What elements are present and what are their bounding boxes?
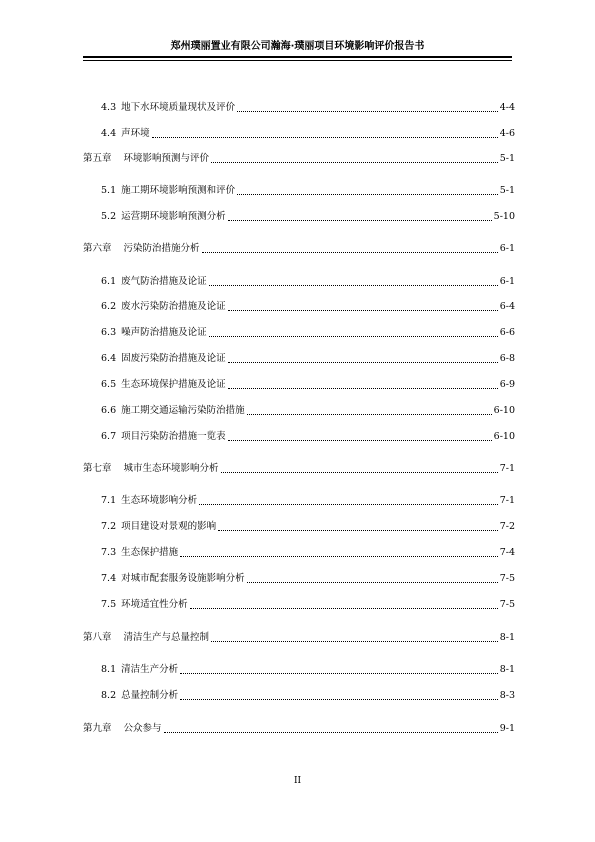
toc-entry-title: 生态环境影响分析 [121, 495, 198, 506]
toc-entry-title: 噪声防治措施及论证 [121, 327, 207, 338]
toc-leader-dots [228, 362, 498, 363]
toc-entry-page: 6-1 [499, 243, 515, 254]
toc-leader-dots [199, 504, 498, 505]
toc-entry-title: 项目污染防治措施一览表 [121, 431, 226, 442]
page-header: 郑州璞丽置业有限公司瀚海·璞丽项目环境影响评价报告书 [170, 41, 425, 52]
toc-entry-page: 9-1 [499, 723, 515, 734]
toc-entry-page: 6-10 [493, 431, 515, 442]
toc-leader-dots [152, 137, 498, 138]
toc-leader-dots [221, 472, 498, 473]
toc-entry-number: 6.2 [101, 301, 117, 312]
toc-leader-dots [228, 388, 498, 389]
toc-entry-number: 6.3 [101, 327, 117, 338]
toc-entry-page: 5-1 [499, 185, 515, 196]
toc-entry-number: 第七章 [83, 463, 112, 474]
toc-entry-page: 7-2 [499, 521, 515, 532]
toc-section-entry[interactable] [0, 430, 515, 444]
toc-section-entry[interactable] [0, 689, 515, 703]
toc-entry-title: 生态环境保护措施及论证 [121, 379, 226, 390]
toc-entry-title: 固废污染防治措施及论证 [121, 353, 226, 364]
toc-entry-number: 7.5 [101, 599, 117, 610]
toc-entry-number: 6.5 [101, 379, 117, 390]
toc-entry-title: 总量控制分析 [121, 690, 179, 701]
toc-entry-page: 6-1 [499, 276, 515, 287]
toc-entry-page: 7-4 [499, 547, 515, 558]
toc-chapter-entry[interactable] [0, 631, 515, 645]
toc-entry-title: 项目建设对景观的影响 [121, 521, 217, 532]
toc-leader-dots [237, 194, 498, 195]
toc-leader-dots [228, 440, 492, 441]
toc-section-entry[interactable] [0, 275, 515, 289]
toc-entry-title: 对城市配套服务设施影响分析 [121, 573, 245, 584]
toc-entry-number: 第五章 [83, 153, 112, 164]
toc-entry-title: 城市生态环境影响分析 [123, 463, 219, 474]
toc-leader-dots [211, 162, 498, 163]
toc-section-entry[interactable] [0, 520, 515, 534]
toc-entry-number: 8.1 [101, 664, 117, 675]
toc-section-entry[interactable] [0, 352, 515, 366]
toc-section-entry[interactable] [0, 300, 515, 314]
toc-entry-title: 施工期交通运输污染防治措施 [121, 405, 245, 416]
toc-entry-page: 7-5 [499, 599, 515, 610]
toc-entry-title: 废气防治措施及论证 [121, 276, 207, 287]
toc-section-entry[interactable] [0, 572, 515, 586]
toc-entry-page: 7-1 [499, 463, 515, 474]
toc-entry-title: 环境影响预测与评价 [123, 153, 210, 164]
toc-entry-number: 8.2 [101, 690, 117, 701]
toc-section-entry[interactable] [0, 101, 515, 115]
toc-entry-page: 8-1 [499, 664, 515, 675]
toc-entry-number: 第九章 [83, 723, 112, 734]
toc-leader-dots [180, 556, 498, 557]
toc-entry-page: 8-1 [499, 632, 515, 643]
toc-leader-dots [211, 641, 498, 642]
toc-entry-number: 6.4 [101, 353, 117, 364]
toc-leader-dots [247, 582, 498, 583]
toc-entry-title: 施工期环境影响预测和评价 [121, 185, 236, 196]
toc-section-entry[interactable] [0, 127, 515, 141]
toc-entry-number: 5.1 [101, 185, 117, 196]
toc-entry-page: 6-10 [493, 405, 515, 416]
toc-leader-dots [237, 111, 498, 112]
toc-entry-number: 4.3 [101, 102, 117, 113]
toc-entry-number: 6.1 [101, 276, 117, 287]
toc-entry-title: 运营期环境影响预测分析 [121, 211, 226, 222]
toc-section-entry[interactable] [0, 404, 515, 418]
toc-leader-dots [180, 699, 498, 700]
toc-entry-number: 7.4 [101, 573, 117, 584]
toc-entry-page: 5-10 [493, 211, 515, 222]
toc-chapter-entry[interactable] [0, 722, 515, 736]
toc-entry-page: 6-4 [499, 301, 515, 312]
header-rule-thick [83, 56, 512, 58]
toc-entry-page: 4-4 [499, 102, 515, 113]
toc-entry-title: 声环境 [121, 128, 150, 139]
toc-leader-dots [164, 732, 498, 733]
toc-section-entry[interactable] [0, 210, 515, 224]
toc-entry-title: 地下水环境质量现状及评价 [121, 102, 236, 113]
toc-section-entry[interactable] [0, 184, 515, 198]
toc-chapter-entry[interactable] [0, 242, 515, 256]
toc-leader-dots [228, 220, 492, 221]
toc-entry-number: 7.1 [101, 495, 117, 506]
toc-entry-page: 4-6 [499, 128, 515, 139]
toc-entry-page: 6-8 [499, 353, 515, 364]
toc-section-entry[interactable] [0, 326, 515, 340]
toc-entry-title: 清洁生产与总量控制 [123, 632, 210, 643]
toc-leader-dots [190, 608, 498, 609]
toc-entry-number: 4.4 [101, 128, 117, 139]
toc-entry-number: 7.3 [101, 547, 117, 558]
toc-section-entry[interactable] [0, 598, 515, 612]
toc-leader-dots [218, 530, 498, 531]
toc-chapter-entry[interactable] [0, 462, 515, 476]
toc-section-entry[interactable] [0, 546, 515, 560]
toc-entry-page: 6-6 [499, 327, 515, 338]
toc-entry-number: 第六章 [83, 243, 112, 254]
toc-leader-dots [209, 336, 498, 337]
toc-entry-page: 7-1 [499, 495, 515, 506]
toc-entry-title: 环境适宜性分析 [121, 599, 188, 610]
toc-entry-page: 7-5 [499, 573, 515, 584]
toc-entry-title: 废水污染防治措施及论证 [121, 301, 226, 312]
header-rule-thin [83, 60, 512, 61]
toc-leader-dots [209, 285, 498, 286]
toc-section-entry[interactable] [0, 378, 515, 392]
page-number: II [293, 776, 302, 786]
toc-entry-title: 污染防治措施分析 [123, 243, 200, 254]
toc-section-entry[interactable] [0, 663, 515, 677]
toc-chapter-entry[interactable] [0, 152, 515, 166]
toc-entry-number: 5.2 [101, 211, 117, 222]
toc-section-entry[interactable] [0, 494, 515, 508]
toc-entry-page: 5-1 [499, 153, 515, 164]
toc-leader-dots [202, 252, 498, 253]
toc-leader-dots [247, 414, 492, 415]
toc-entry-number: 6.6 [101, 405, 117, 416]
toc-entry-title: 清洁生产分析 [121, 664, 179, 675]
toc-entry-number: 7.2 [101, 521, 117, 532]
toc-entry-number: 6.7 [101, 431, 117, 442]
toc-entry-page: 6-9 [499, 379, 515, 390]
toc-entry-number: 第八章 [83, 632, 112, 643]
toc-leader-dots [180, 673, 498, 674]
toc-entry-title: 生态保护措施 [121, 547, 179, 558]
toc-leader-dots [228, 310, 498, 311]
toc-entry-page: 8-3 [499, 690, 515, 701]
toc-entry-title: 公众参与 [123, 723, 162, 734]
